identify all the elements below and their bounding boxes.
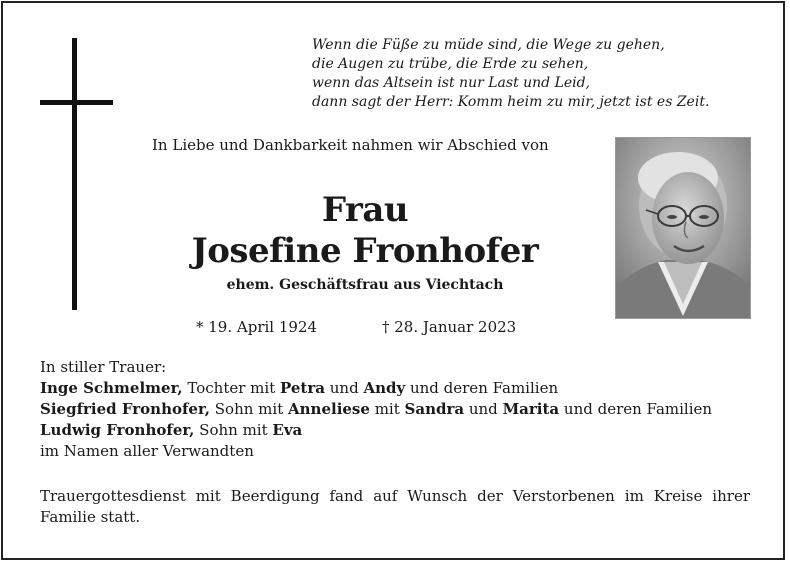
mourner-row [40,378,752,399]
mourner-name: Petra [280,379,325,397]
mourner-relation: Tochter mit [182,379,280,397]
mourner-relation: mit [369,400,405,418]
deceased-block [150,190,580,296]
mourner-name: Marita [502,400,560,418]
mourner-relation: und deren Familien [559,400,713,418]
poem-line: Wenn die Füße zu müde sind, die Wege zu gehen, [312,37,665,53]
mourner-name: Sandra [404,400,465,418]
portrait-photo [615,137,751,319]
mourner-relation: und [464,400,503,418]
mourner-row [40,399,752,420]
deceased-subtitle: ehem. Geschäftsfrau aus Viechtach [226,277,504,293]
mourner-relation: Sohn mit [194,421,273,439]
mourner-name: Andy [363,379,406,397]
poem [312,36,772,112]
birth-date: * 19. April 1924 [196,318,318,336]
mourner-name: Anneliese [288,400,370,418]
mourner-name: Inge Schmelmer, [40,379,183,397]
funeral-notice: Trauergottesdienst mit Beerdigung fand auf Wunsch der Verstorbenen im Kreise ihrer Familie statt. [40,487,750,526]
cross-icon-bar [40,100,113,105]
mourners-heading: In stiller Trauer: [40,358,167,376]
poem-line: dann sagt der Herr: Komm heim zu mir, jetzt ist es Zeit. [312,94,710,110]
intro-text: In Liebe und Dankbarkeit nahmen wir Abschied von [152,136,549,154]
mourner-relation: Sohn mit [210,400,288,418]
poem-line: wenn das Altsein ist nur Last und Leid, [312,75,591,91]
mourner-relation: und deren Familien [405,379,559,397]
mourner-name: Eva [272,421,303,439]
mourner-relation: und [324,379,364,397]
poem-line: die Augen zu trübe, die Erde zu sehen, [312,56,589,72]
deceased-name: Josefine Fronhofer [191,231,539,271]
mourner-name: Ludwig Fronhofer, [40,421,195,439]
portrait-image [616,138,750,318]
salutation: Frau [321,190,409,230]
mourners-list [40,357,752,462]
mourners-closing: im Namen aller Verwandten [40,442,254,460]
cross-icon [72,38,77,310]
death-date: † 28. Januar 2023 [382,318,517,336]
mourner-name: Siegfried Fronhofer, [40,400,211,418]
mourner-row [40,420,752,441]
